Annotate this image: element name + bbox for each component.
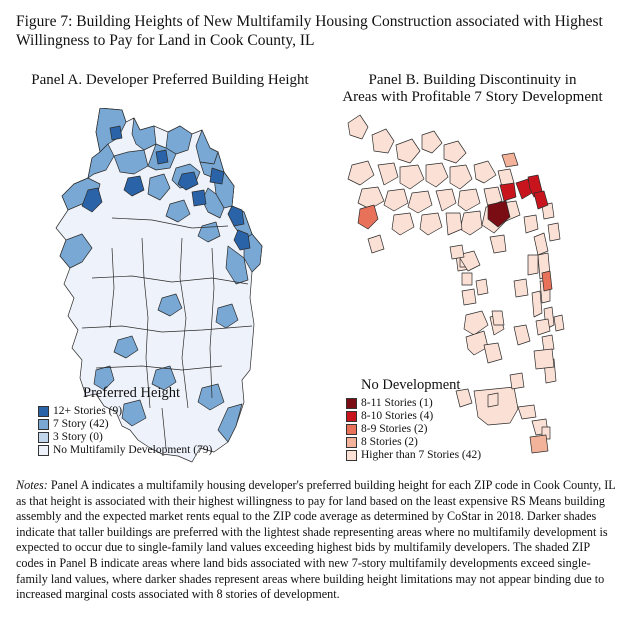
zip-higher-than-7-stories	[510, 373, 524, 389]
zip-8-9-stories	[542, 271, 552, 291]
panel-b-title-line2: Areas with Profitable 7 Story Development	[342, 89, 603, 105]
legend-row	[38, 418, 212, 431]
zip-higher-than-7-stories	[458, 189, 480, 211]
panel-a-title: Panel A. Developer Preferred Building Height	[31, 72, 309, 88]
panel-a-legend-title: Preferred Height	[83, 385, 181, 401]
zip-higher-than-7-stories	[492, 311, 504, 325]
zip-12-plus-stories	[156, 150, 168, 164]
legend-label: 8-11 Stories (1)	[361, 397, 433, 409]
zip-higher-than-7-stories	[396, 139, 420, 163]
zip-higher-than-7-stories	[378, 163, 398, 185]
zip-higher-than-7-stories	[532, 291, 542, 317]
zip-higher-than-7-stories	[392, 213, 414, 235]
zip-higher-than-7-stories	[524, 215, 538, 233]
zip-higher-than-7-stories	[542, 335, 554, 351]
zip-8-stories	[502, 153, 518, 167]
legend-row	[38, 444, 212, 457]
panel-b-title-line1: Panel B. Building Discontinuity in	[368, 72, 577, 88]
zip-12-plus-stories	[110, 126, 122, 140]
legend-label: 12+ Stories (9)	[53, 405, 123, 417]
zip-higher-than-7-stories	[514, 325, 530, 345]
zip-8-9-stories	[358, 205, 378, 229]
zip-7-story	[166, 126, 192, 154]
legend-swatch	[38, 419, 49, 430]
zip-higher-than-7-stories	[518, 405, 536, 419]
legend-swatch	[346, 411, 357, 422]
zip-higher-than-7-stories	[484, 343, 502, 363]
zip-12-plus-stories	[192, 190, 206, 206]
legend-label: 3 Story (0)	[53, 431, 103, 443]
notes-text: Panel A indicates a multifamily housing developer's preferred building height for each ZIP code in Cook County, IL as that height is associated with their highest willingness to pay for land based on the least expensive RS Means building assembly and the expected market rents equal to the ZIP code average as determined by CoStar in 2018. Darker shades indicate that taller buildings are preferred with the lightest shade representing areas where no multifamily development is expected to occur due to single-family land values exceeding highest bids by multifamily developers. The shaded ZIP codes in Panel B indicate areas where land bids associated with new 7-story multifamily developments exceed single-family land values, where darker shades represent areas where building height limitations may not appear binding due to increased marginal costs associated with 8 stories of development.	[16, 478, 616, 602]
panel-b-title	[325, 72, 620, 106]
legend-label: No Multifamily Development (79)	[53, 444, 213, 456]
panel-b-legend	[346, 377, 481, 462]
zip-higher-than-7-stories	[528, 255, 538, 275]
legend-swatch	[346, 424, 357, 435]
panel-a-legend	[38, 385, 212, 457]
legend-label: 7 Story (42)	[53, 418, 109, 430]
legend-swatch	[346, 450, 357, 461]
zip-higher-than-7-stories	[400, 165, 424, 189]
zip-higher-than-7-stories	[548, 223, 560, 241]
zip-higher-than-7-stories	[462, 289, 476, 305]
legend-row	[346, 449, 481, 462]
legend-label: Higher than 7 Stories (42)	[361, 449, 482, 461]
legend-swatch	[38, 432, 49, 443]
zip-higher-than-7-stories	[474, 161, 496, 183]
zip-higher-than-7-stories	[444, 141, 466, 163]
zip-higher-than-7-stories	[436, 189, 456, 211]
zip-higher-than-7-stories	[426, 163, 448, 187]
zip-higher-than-7-stories	[514, 279, 528, 297]
zip-8-10-stories	[500, 183, 516, 201]
figure-notes	[16, 478, 620, 603]
legend-row	[346, 423, 481, 436]
legend-swatch	[346, 398, 357, 409]
zip-higher-than-7-stories	[372, 129, 394, 153]
legend-swatch	[38, 406, 49, 417]
zip-higher-than-7-stories	[422, 131, 442, 153]
legend-swatch	[38, 445, 49, 456]
legend-row	[38, 431, 212, 444]
zip-higher-than-7-stories	[348, 115, 368, 139]
zip-higher-than-7-stories	[476, 279, 488, 295]
zip-higher-than-7-stories	[446, 213, 462, 235]
zip-higher-than-7-stories	[420, 213, 442, 235]
legend-row	[38, 405, 212, 418]
zip-higher-than-7-stories	[460, 211, 482, 235]
legend-label: 8-9 Stories (2)	[361, 423, 428, 435]
zip-higher-than-7-stories	[384, 189, 408, 211]
legend-row	[346, 410, 481, 423]
zip-higher-than-7-stories	[450, 245, 464, 259]
zip-higher-than-7-stories	[348, 161, 374, 185]
legend-label: 8 Stories (2)	[361, 436, 418, 448]
zip-higher-than-7-stories	[466, 331, 488, 355]
legend-swatch	[346, 437, 357, 448]
zip-higher-than-7-stories	[536, 319, 550, 335]
legend-row	[346, 436, 481, 449]
zip-higher-than-7-stories	[368, 235, 384, 253]
legend-row	[346, 397, 481, 410]
zip-higher-than-7-stories	[462, 273, 472, 285]
zip-higher-than-7-stories	[408, 191, 432, 213]
notes-label: Notes:	[16, 478, 48, 492]
zip-higher-than-7-stories	[450, 165, 472, 189]
figure-title: Figure 7: Building Heights of New Multifamily Housing Construction associated with Highest Willingness to Pay for Land in Cook County, IL	[16, 13, 603, 49]
zip-higher-than-7-stories	[534, 233, 548, 255]
zip-8-stories	[530, 435, 548, 453]
zip-higher-than-7-stories	[534, 349, 554, 369]
legend-label: 8-10 Stories (4)	[361, 410, 434, 422]
zip-higher-than-7-stories	[554, 315, 564, 331]
panel-b-legend-title: No Development	[361, 377, 461, 393]
zip-higher-than-7-stories	[490, 235, 506, 253]
zip-higher-than-7-stories	[488, 393, 498, 407]
